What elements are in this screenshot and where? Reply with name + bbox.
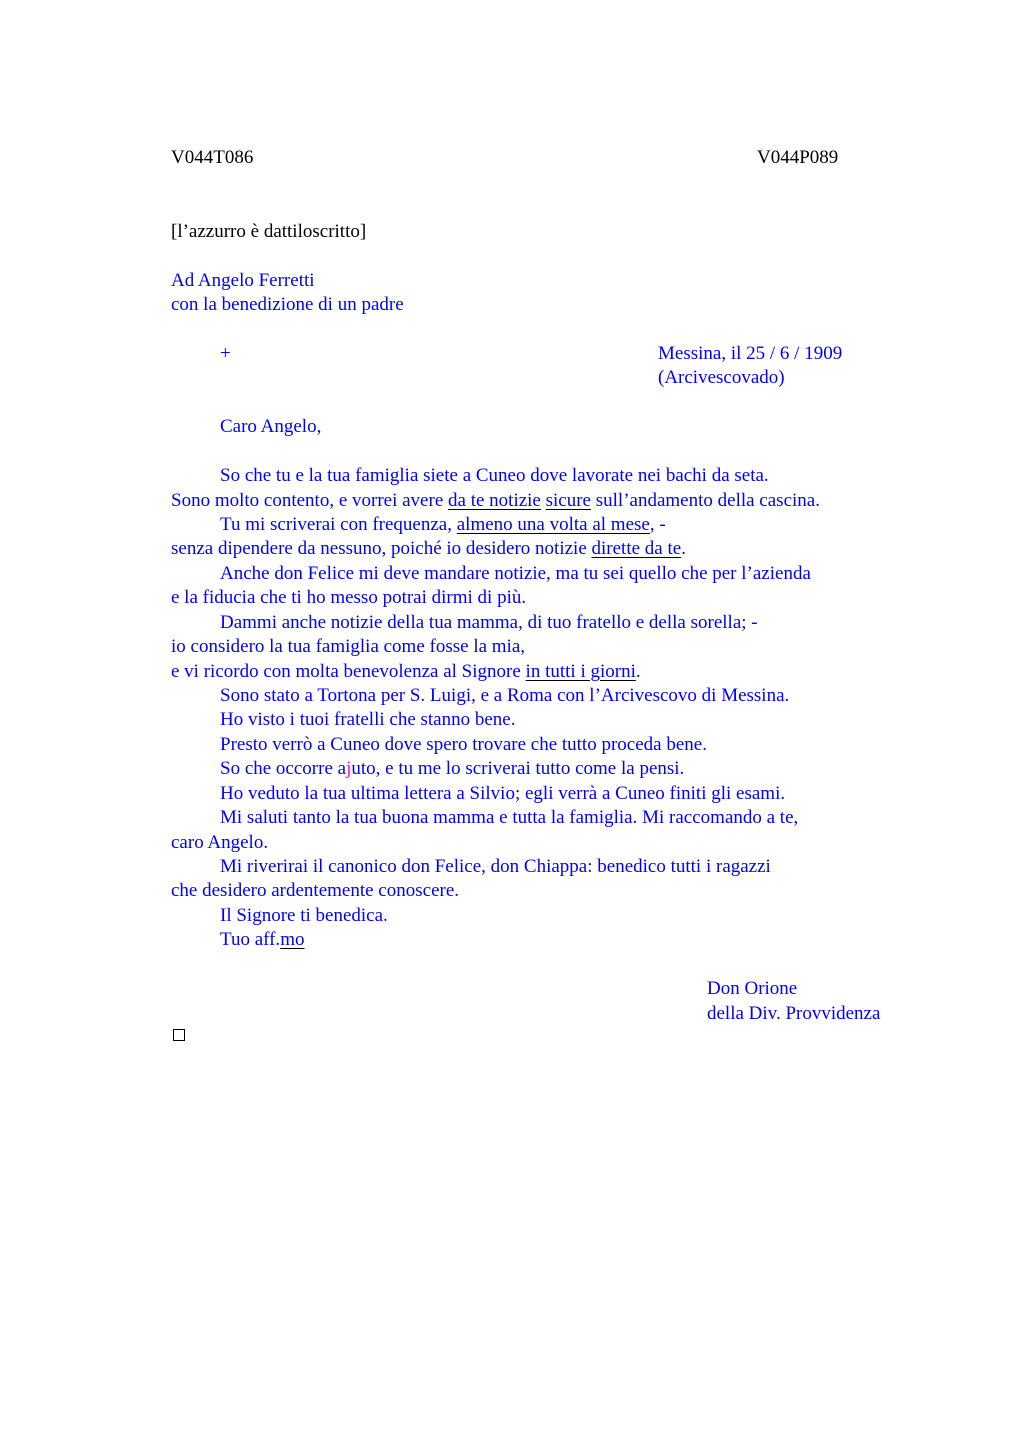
body-line-11: Ho visto i tuoi fratelli che stanno bene.: [220, 709, 516, 730]
body-line-17: Mi riverirai il canonico don Felice, don Chiappa: benedico tutti i ragazzi: [220, 856, 771, 877]
text-segment: senza dipendere da nessuno, poiché io desidero notizie: [171, 538, 592, 559]
signature-title: della Div. Provvidenza: [707, 1003, 881, 1024]
body-line-10: Sono stato a Tortona per S. Luigi, e a Roma con l’Arcivescovo di Messina.: [220, 685, 790, 706]
editorial-note: [171, 220, 366, 244]
closing: [220, 928, 304, 952]
underlined-text: almeno una volta al mese: [456, 514, 650, 535]
note-text: [l’azzurro è dattiloscritto]: [171, 221, 367, 242]
place-date: Messina, il 25 / 6 / 1909: [658, 343, 843, 364]
text-segment: e vi ricordo con molta benevolenza al Signore: [171, 661, 526, 682]
underlined-text: mo: [280, 929, 305, 950]
body-line-18: che desidero ardentemente conoscere.: [171, 880, 460, 901]
body-line-3: [220, 513, 666, 537]
salutation: Caro Angelo,: [220, 416, 322, 437]
text-segment: Sono molto contento, e vorrei avere: [171, 490, 449, 511]
signature-name: Don Orione: [707, 978, 798, 999]
body-line-5: Anche don Felice mi deve mandare notizie, ma tu sei quello che per l’azienda: [220, 563, 811, 584]
cross-mark: +: [220, 343, 231, 364]
end-of-document-square-icon: [173, 1029, 185, 1041]
text-segment: .: [681, 538, 686, 559]
body-line-6: e la fiducia che ti ho messo potrai dirmi di più.: [171, 587, 527, 608]
body-line-13: [220, 757, 684, 781]
text-segment: sull’andamento della cascina.: [591, 490, 820, 511]
text-segment: .: [635, 661, 641, 682]
header-left-code: V044T086: [171, 147, 254, 168]
text-segment: Tu mi scriverai con frequenza,: [220, 514, 457, 535]
header-right-code: V044P089: [757, 147, 839, 168]
underlined-text: da te notizie: [448, 490, 541, 511]
dedication-line-2: con la benedizione di un padre: [171, 294, 404, 315]
body-line-12: Presto verrò a Cuneo dove spero trovare che tutto proceda bene.: [220, 734, 707, 755]
body-line-7: Dammi anche notizie della tua mamma, di tuo fratello e della sorella; -: [220, 612, 758, 633]
place-note: (Arcivescovado): [658, 367, 785, 388]
text-segment: , -: [649, 514, 666, 535]
body-line-15: Mi saluti tanto la tua buona mamma e tutta la famiglia. Mi raccomando a te,: [220, 807, 799, 828]
corrected-letter: j: [346, 758, 352, 779]
text-segment: Tuo aff.: [220, 929, 281, 950]
underlined-text: dirette da te: [591, 538, 682, 559]
text-segment: uto, e tu me lo scriverai tutto come la pensi.: [351, 758, 685, 779]
body-line-1: So che tu e la tua famiglia siete a Cuneo dove lavorate nei bachi da seta.: [220, 465, 769, 486]
dedication-line-1: Ad Angelo Ferretti: [171, 270, 315, 291]
body-line-8: io considero la tua famiglia come fosse la mia,: [171, 636, 526, 657]
body-line-4: [171, 537, 686, 561]
underlined-text: in tutti i giorni: [525, 661, 636, 682]
body-line-19: Il Signore ti benedica.: [220, 905, 388, 926]
body-line-16: caro Angelo.: [171, 832, 269, 853]
body-line-9: [171, 660, 641, 684]
text-segment: So che occorre a: [220, 758, 347, 779]
body-line-14: Ho veduto la tua ultima lettera a Silvio; egli verrà a Cuneo finiti gli esami.: [220, 783, 786, 804]
body-line-2: [171, 489, 820, 513]
underlined-text: sicure: [545, 490, 591, 511]
